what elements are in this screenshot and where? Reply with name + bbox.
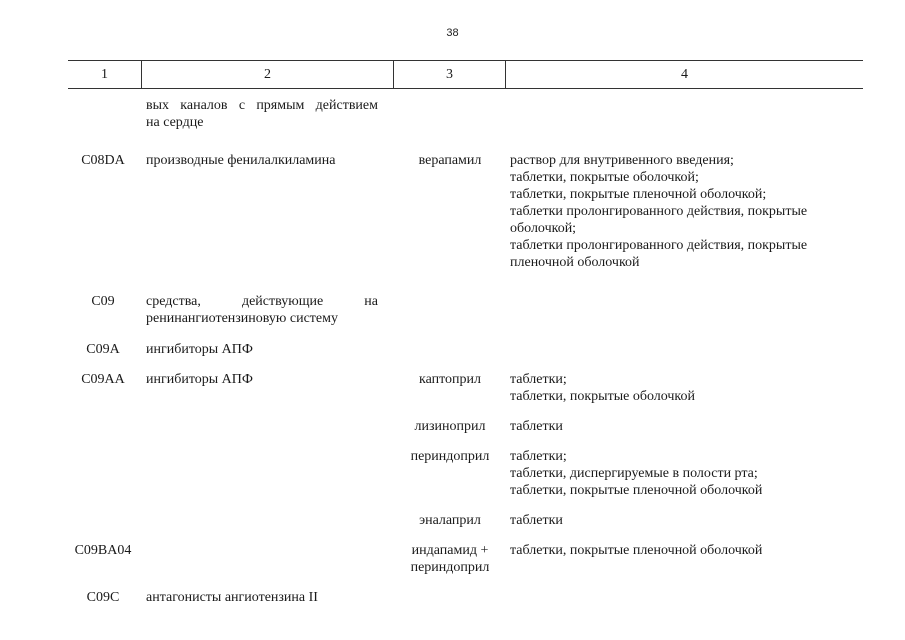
form-line: оболочкой; (510, 221, 577, 236)
dosage-forms (506, 293, 863, 327)
form-line: таблетки (510, 419, 563, 434)
dosage-forms (506, 152, 863, 271)
drug-name (394, 371, 506, 405)
atc-code (68, 512, 142, 529)
drug-line: периндоприл (410, 560, 490, 575)
form-line: таблетки; (510, 372, 567, 387)
form-line: таблетки, покрытые пленочной оболочкой (510, 543, 763, 558)
atc-code: C09AA (81, 372, 125, 387)
group-name (142, 152, 394, 271)
form-line: таблетки (510, 513, 563, 528)
table-row (68, 341, 863, 358)
group-line: ренинангиотензиновую систему (146, 311, 338, 326)
table-row (68, 542, 863, 576)
drug-line: индапамид + (411, 543, 489, 558)
group-name (142, 512, 394, 529)
form-line: таблетки, диспергируемые в полости рта; (510, 466, 758, 481)
group-line: производные фенилалкиламина (146, 153, 336, 168)
form-line: раствор для внутривенного введения; (510, 153, 734, 168)
dosage-forms (506, 341, 863, 358)
page-number: 38 (446, 27, 459, 39)
atc-code: C08DA (81, 153, 125, 168)
drug-name (394, 97, 506, 131)
table-row (68, 448, 863, 499)
group-name (142, 542, 394, 576)
table-row (68, 512, 863, 529)
atc-code: C09C (86, 590, 120, 605)
dosage-forms (506, 542, 863, 576)
drug-name (394, 448, 506, 499)
drug-line: периндоприл (410, 449, 490, 464)
group-name (142, 371, 394, 405)
form-line: таблетки, покрытые пленочной оболочкой; (510, 187, 767, 202)
drug-line: лизиноприл (414, 419, 486, 434)
group-line: вых каналов с прямым действием (146, 98, 378, 113)
table-row (68, 589, 863, 606)
form-line: таблетки, покрытые оболочкой (510, 389, 696, 404)
table-row (68, 371, 863, 405)
dosage-forms (506, 97, 863, 131)
dosage-forms (506, 371, 863, 405)
drug-name (394, 418, 506, 435)
drug-name (394, 152, 506, 271)
form-line: таблетки пролонгированного действия, покрытые (510, 204, 808, 219)
drug-name (394, 341, 506, 358)
drug-name (394, 589, 506, 606)
drug-line: эналаприл (419, 513, 481, 528)
form-line: таблетки, покрытые пленочной оболочкой (510, 483, 763, 498)
atc-code: C09 (91, 294, 115, 309)
form-line: пленочной оболочкой (510, 255, 640, 270)
group-name (142, 341, 394, 358)
group-name (142, 448, 394, 499)
header-col-2: 2 (142, 61, 394, 88)
drug-line: каптоприл (418, 372, 481, 387)
group-name (142, 97, 394, 131)
dosage-forms (506, 448, 863, 499)
header-col-3: 3 (394, 61, 506, 88)
atc-code (68, 418, 142, 435)
atc-code: C09BA04 (74, 543, 132, 558)
drug-name (394, 293, 506, 327)
group-name (142, 418, 394, 435)
atc-code (68, 97, 142, 131)
dosage-forms (506, 418, 863, 435)
form-line: таблетки, покрытые оболочкой; (510, 170, 699, 185)
header-col-4: 4 (681, 66, 688, 82)
group-name (142, 589, 394, 606)
form-line: таблетки; (510, 449, 567, 464)
table-row (68, 293, 863, 327)
drug-name (394, 512, 506, 529)
group-line: на сердце (146, 115, 204, 130)
atc-code: C09A (86, 342, 120, 357)
drug-name (394, 542, 506, 576)
group-name (142, 293, 394, 327)
header-col-1: 1 (68, 61, 142, 88)
table-row (68, 152, 863, 271)
form-line: таблетки пролонгированного действия, покрытые (510, 238, 808, 253)
group-line: антагонисты ангиотензина II (146, 590, 318, 605)
table-header (68, 60, 863, 89)
group-line: ингибиторы АПФ (146, 372, 253, 387)
drug-line: верапамил (418, 153, 482, 168)
table-row (68, 97, 863, 131)
group-line: ингибиторы АПФ (146, 342, 253, 357)
dosage-forms (506, 589, 863, 606)
group-line: средства, действующие на (146, 294, 378, 309)
table-body (68, 97, 863, 606)
atc-code (68, 448, 142, 499)
table-row (68, 418, 863, 435)
dosage-forms (506, 512, 863, 529)
